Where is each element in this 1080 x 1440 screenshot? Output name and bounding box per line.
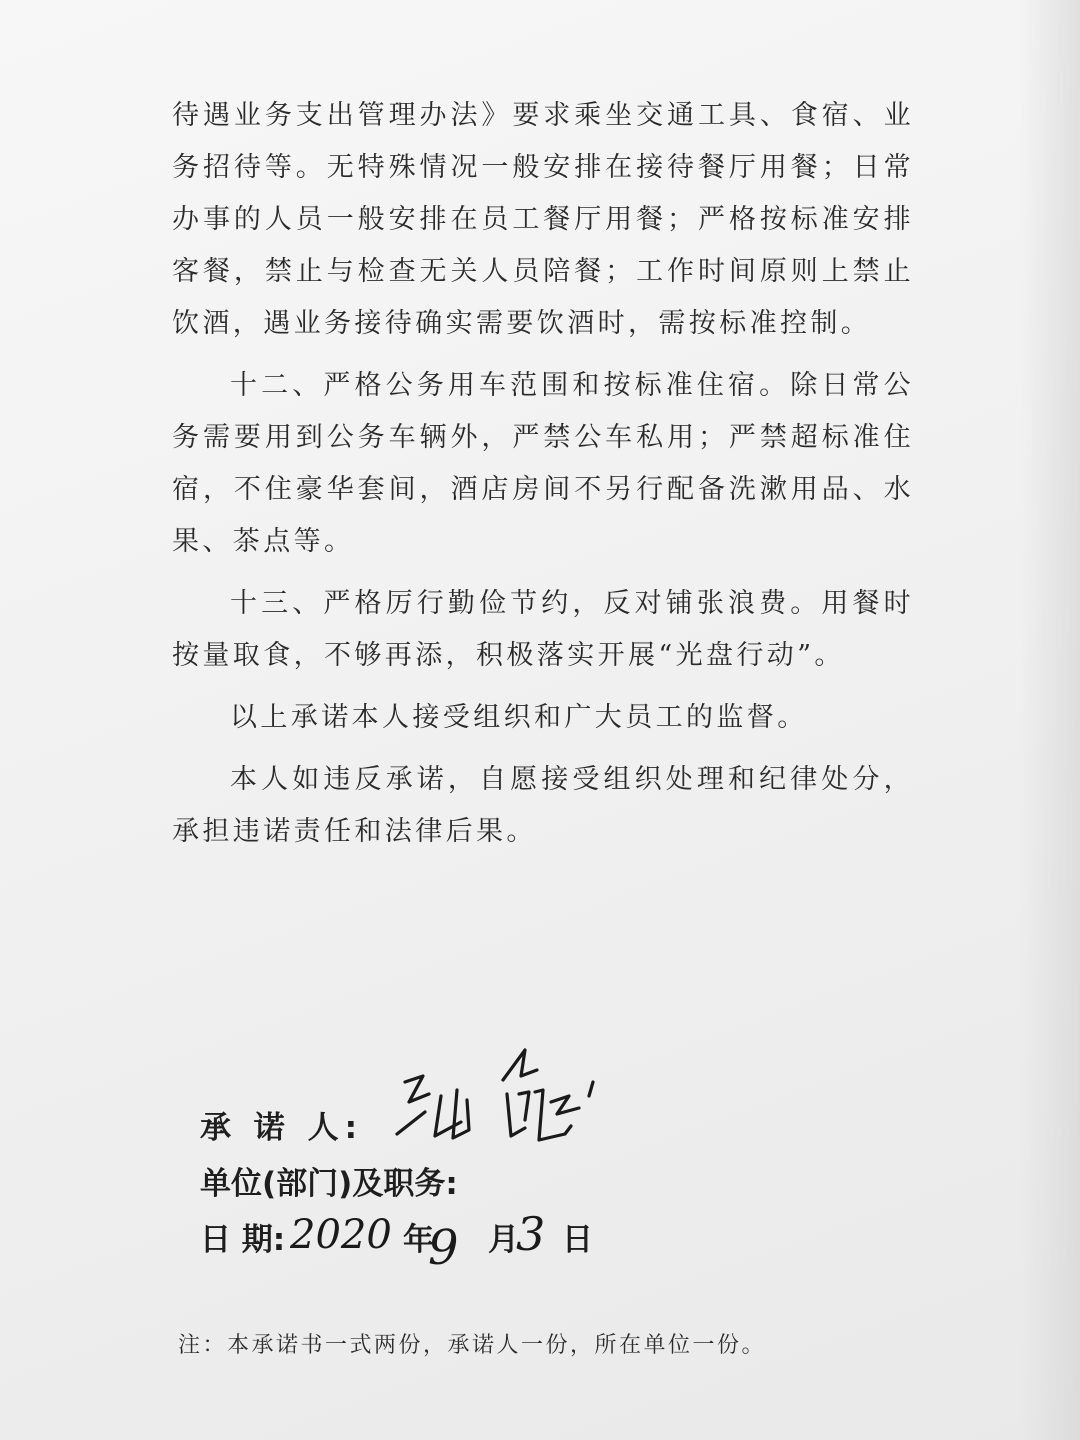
footnote: 注：本承诺书一式两份，承诺人一份，所在单位一份。 <box>178 1333 767 1358</box>
day-unit: 日 <box>562 1222 593 1258</box>
paragraph-supervision: 以上承诺本人接受组织和广大员工的监督。 <box>230 702 808 733</box>
paragraph-hospitality-rules: 待遇业务支出管理办法》要求乘坐交通工具、食宿、业务招待等。无特殊情况一般安排在接待餐厅用餐；日常办事的人员一般安排在员工餐厅用餐；严格按标准安排客餐，禁止与检查无关人员陪餐；工作时间原则上禁止饮酒，遇业务接待确实需要饮酒时，需按标准控制。 <box>172 100 914 339</box>
paragraph-violation-consequences: 本人如违反承诺，自愿接受组织处理和纪律处分，承担违诺责任和法律后果。 <box>172 764 914 847</box>
paragraph-item-12-vehicles-lodging: 十二、严格公务用车范围和按标准住宿。除日常公务需要用到公务车辆外，严禁公车私用；严禁超标准住宿，不住豪华套间，酒店房间不另行配备洗漱用品、水果、茶点等。 <box>172 370 914 557</box>
year-unit: 年 <box>403 1222 434 1258</box>
promisor-row <box>200 1100 900 1156</box>
date-row <box>200 1207 900 1276</box>
unit-position-label: 单位(部门)及职务: <box>200 1166 458 1202</box>
signature-block <box>200 1100 900 1276</box>
handwritten-day: 3 <box>516 1207 546 1261</box>
handwritten-year: 2020 <box>290 1212 392 1258</box>
paragraph-item-13-frugality: 十三、严格厉行勤俭节约，反对铺张浪费。用餐时按量取食，不够再添，积极落实开展“光盘行动”。 <box>172 588 914 671</box>
handwritten-month: 9 <box>428 1220 459 1276</box>
handwritten-date <box>290 1198 590 1298</box>
date-label: 日 期: <box>200 1222 286 1258</box>
handwritten-signature <box>375 1010 615 1160</box>
pledge-body <box>172 90 914 858</box>
month-unit: 月 <box>488 1222 519 1258</box>
promisor-label: 承 诺 人: <box>200 1110 363 1146</box>
